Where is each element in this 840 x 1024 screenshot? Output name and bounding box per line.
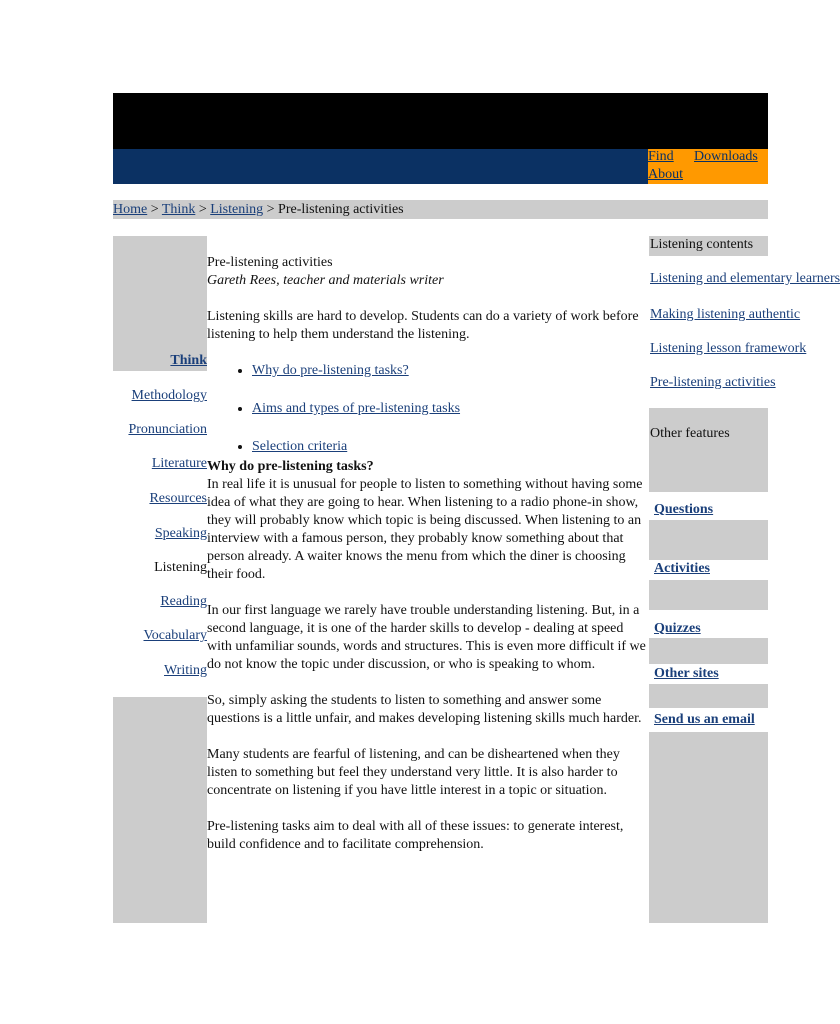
breadcrumb-current: Pre-listening activities bbox=[278, 202, 404, 217]
breadcrumb-separator: > bbox=[198, 202, 207, 217]
breadcrumb bbox=[113, 200, 768, 219]
article-paragraph: Pre-listening tasks aim to deal with all of these issues: to generate interest, build confidence and to facilitate comprehension. bbox=[207, 819, 624, 852]
nav-resources[interactable]: Resources bbox=[149, 491, 207, 506]
nav-listening-current: Listening bbox=[154, 560, 207, 575]
nav-vocabulary[interactable]: Vocabulary bbox=[143, 628, 207, 643]
link-listening-elementary[interactable]: Listening and elementary learners bbox=[650, 271, 840, 286]
top-nav-bar bbox=[113, 149, 648, 184]
list-item bbox=[252, 362, 647, 380]
downloads-link[interactable]: Downloads bbox=[694, 149, 758, 164]
why-pre-listening-link[interactable]: Why do pre-listening tasks? bbox=[252, 363, 409, 378]
contents-title: Listening contents bbox=[650, 237, 754, 252]
link-listening-lesson-framework[interactable]: Listening lesson framework bbox=[650, 341, 807, 356]
nav-methodology[interactable]: Methodology bbox=[131, 388, 207, 403]
left-nav-top-panel bbox=[113, 236, 207, 371]
nav-reading[interactable]: Reading bbox=[160, 594, 207, 609]
quizzes-link[interactable]: Quizzes bbox=[654, 621, 701, 636]
article-title: Pre-listening activities bbox=[207, 255, 333, 270]
article-author: Gareth Rees, teacher and materials writer bbox=[207, 273, 444, 288]
breadcrumb-listening[interactable]: Listening bbox=[210, 202, 264, 217]
article-intro: Listening skills are hard to develop. Students can do a variety of work before listening to help them understand the listening. bbox=[207, 309, 639, 342]
article-paragraph: Many students are fearful of listening, and can be disheartened when they listen to something but feel they understand very little. It is also harder to concentrate on listening if you have little interest in a topic or situation. bbox=[207, 747, 620, 798]
nav-literature[interactable]: Literature bbox=[151, 456, 207, 471]
breadcrumb-think[interactable]: Think bbox=[161, 202, 196, 217]
breadcrumb-separator: > bbox=[150, 202, 159, 217]
questions-link[interactable]: Questions bbox=[654, 502, 714, 517]
other-sites-link[interactable]: Other sites bbox=[654, 666, 719, 681]
about-link[interactable]: About bbox=[648, 167, 683, 182]
article bbox=[207, 254, 647, 854]
site-banner bbox=[113, 93, 768, 149]
article-paragraph: In our first language we rarely have trouble understanding listening. But, in a second language, it is one of the harder skills to develop - dealing at speed with unfamiliar sounds, words and structures. This is even more difficult if we do not know the topic under discussion, or who is speaking to whom. bbox=[207, 603, 646, 672]
nav-pronunciation[interactable]: Pronunciation bbox=[128, 422, 207, 437]
left-nav-bottom-panel bbox=[113, 697, 207, 923]
breadcrumb-separator: > bbox=[266, 202, 275, 217]
list-item bbox=[252, 400, 647, 418]
article-link-list bbox=[207, 362, 647, 456]
left-nav bbox=[113, 236, 207, 923]
activities-link[interactable]: Activities bbox=[654, 561, 710, 576]
aims-types-link[interactable]: Aims and types of pre-listening tasks bbox=[252, 401, 461, 416]
section-heading: Why do pre-listening tasks? bbox=[207, 459, 374, 474]
top-nav-links bbox=[648, 149, 768, 184]
list-item bbox=[252, 438, 647, 456]
nav-speaking[interactable]: Speaking bbox=[154, 526, 207, 541]
email-link[interactable]: Send us an email bbox=[654, 712, 755, 727]
link-making-listening-authentic[interactable]: Making listening authentic bbox=[650, 307, 801, 322]
right-sidebar bbox=[649, 236, 840, 923]
breadcrumb-home[interactable]: Home bbox=[113, 202, 148, 217]
selection-criteria-link[interactable]: Selection criteria bbox=[252, 439, 348, 454]
features-title: Other features bbox=[650, 426, 730, 441]
article-paragraph: So, simply asking the students to listen to something and answer some questions is a little unfair, and makes developing listening skills much harder. bbox=[207, 693, 642, 726]
find-link[interactable]: Find bbox=[648, 149, 674, 164]
article-paragraph: In real life it is unusual for people to listen to something without having some idea of what they are going to hear. When listening to a radio phone-in show, they will probably know which topic is being discussed. When listening to an interview with a famous person, they probably know something about that person already. A waiter knows the menu from which the diner is choosing their food. bbox=[207, 477, 643, 582]
link-pre-listening-activities[interactable]: Pre-listening activities bbox=[650, 375, 776, 390]
nav-writing[interactable]: Writing bbox=[164, 663, 207, 678]
nav-think[interactable]: Think bbox=[170, 353, 207, 368]
